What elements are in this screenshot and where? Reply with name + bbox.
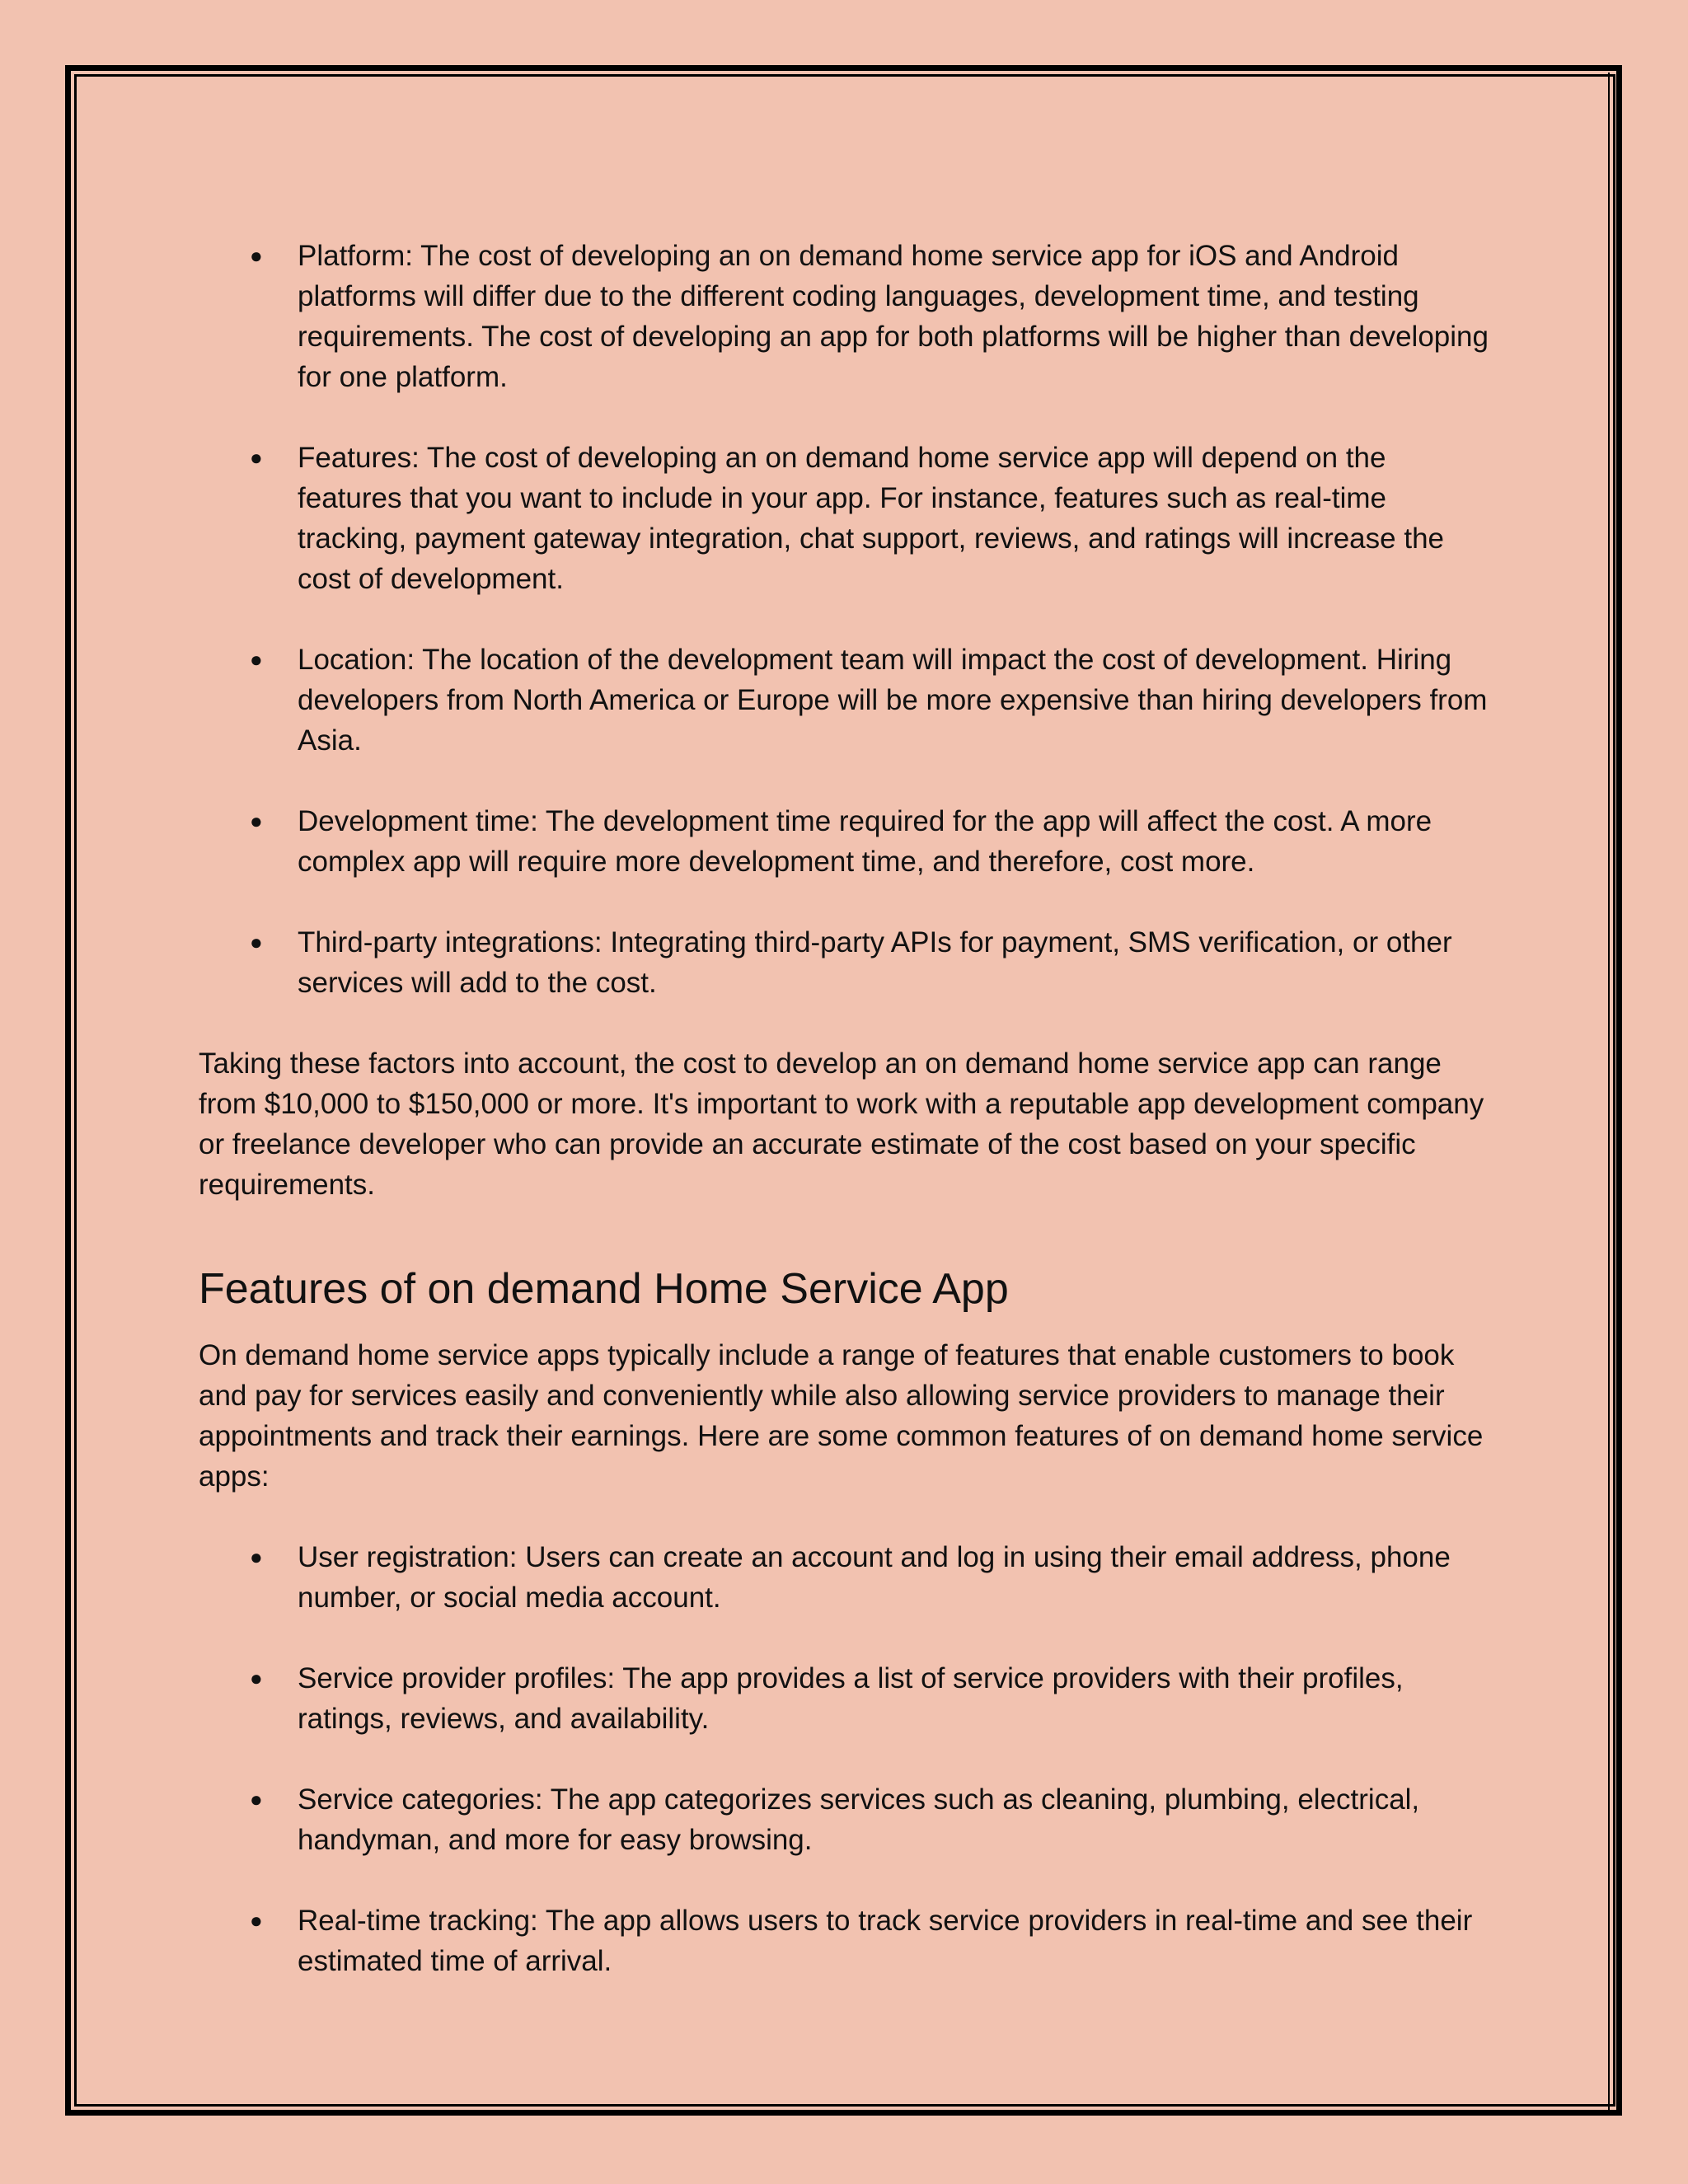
list-item-text: Location: The location of the development team will impact the cost of development. Hiring developers from North America or Europe will be more expensive than hiring developers from Asia.	[298, 644, 1488, 757]
bullet-icon: ●	[250, 1666, 263, 1690]
features-intro-paragraph: On demand home service apps typically include a range of features that enable customers to book and pay for services easily and conveniently while also allowing service providers to manage their appointments and track their earnings. Here are some common features of on demand home service apps:	[199, 1339, 1484, 1493]
list-item-text: Service provider profiles: The app provides a list of service providers with their profiles, ratings, reviews, and availability.	[298, 1662, 1404, 1735]
feature-user-registration	[199, 1537, 1497, 1618]
feature-service-provider-profiles	[199, 1658, 1497, 1739]
feature-service-categories	[199, 1779, 1497, 1860]
list-item-text: Third-party integrations: Integrating third-party APIs for payment, SMS verification, or other services will add to the cost.	[298, 926, 1452, 999]
list-item-text: Platform: The cost of developing an on demand home service app for iOS and Android platforms will differ due to the different coding languages, development time, and testing requirements. The cost of developing an app for both platforms will be higher than developing for one platform.	[298, 240, 1489, 393]
bullet-icon: ●	[250, 445, 263, 470]
list-item-text: Development time: The development time required for the app will affect the cost. A more complex app will require more development time, and therefore, cost more.	[298, 805, 1432, 878]
bullet-icon: ●	[250, 243, 263, 268]
document-content	[199, 236, 1497, 1981]
cost-factor-location	[199, 640, 1497, 761]
list-item-text: Features: The cost of developing an on demand home service app will depend on the features that you want to include in your app. For instance, features such as real-time tracking, payment gateway integration, chat support, reviews, and ratings will increase the cost of development.	[298, 442, 1444, 595]
bullet-icon: ●	[250, 1544, 263, 1569]
page-border-right-rule	[1608, 73, 1618, 2111]
bullet-icon: ●	[250, 1908, 263, 1933]
list-item-text: Real-time tracking: The app allows users to track service providers in real-time and see their estimated time of arrival.	[298, 1905, 1473, 1977]
list-item-text: Service categories: The app categorizes services such as cleaning, plumbing, electrical, handyman, and more for easy browsing.	[298, 1783, 1420, 1856]
bullet-icon: ●	[250, 1787, 263, 1811]
features-section-heading: Features of on demand Home Service App	[199, 1265, 1009, 1313]
cost-factor-development-time	[199, 801, 1497, 882]
feature-real-time-tracking	[199, 1900, 1497, 1981]
list-item-text: User registration: Users can create an account and log in using their email address, phone number, or social media account.	[298, 1541, 1451, 1614]
bullet-icon: ●	[250, 930, 263, 954]
cost-factor-features	[199, 438, 1497, 599]
bullet-icon: ●	[250, 647, 263, 672]
cost-summary-paragraph: Taking these factors into account, the cost to develop an on demand home service app can range from $10,000 to $150,000 or more. It's important to work with a reputable app development company or freelance developer who can provide an accurate estimate of the cost based on your specific requirements.	[199, 1047, 1484, 1201]
cost-factors-list	[199, 236, 1497, 1003]
cost-factor-platform	[199, 236, 1497, 397]
bullet-icon: ●	[250, 808, 263, 833]
common-features-list	[199, 1537, 1497, 1981]
cost-factor-third-party-integrations	[199, 922, 1497, 1003]
